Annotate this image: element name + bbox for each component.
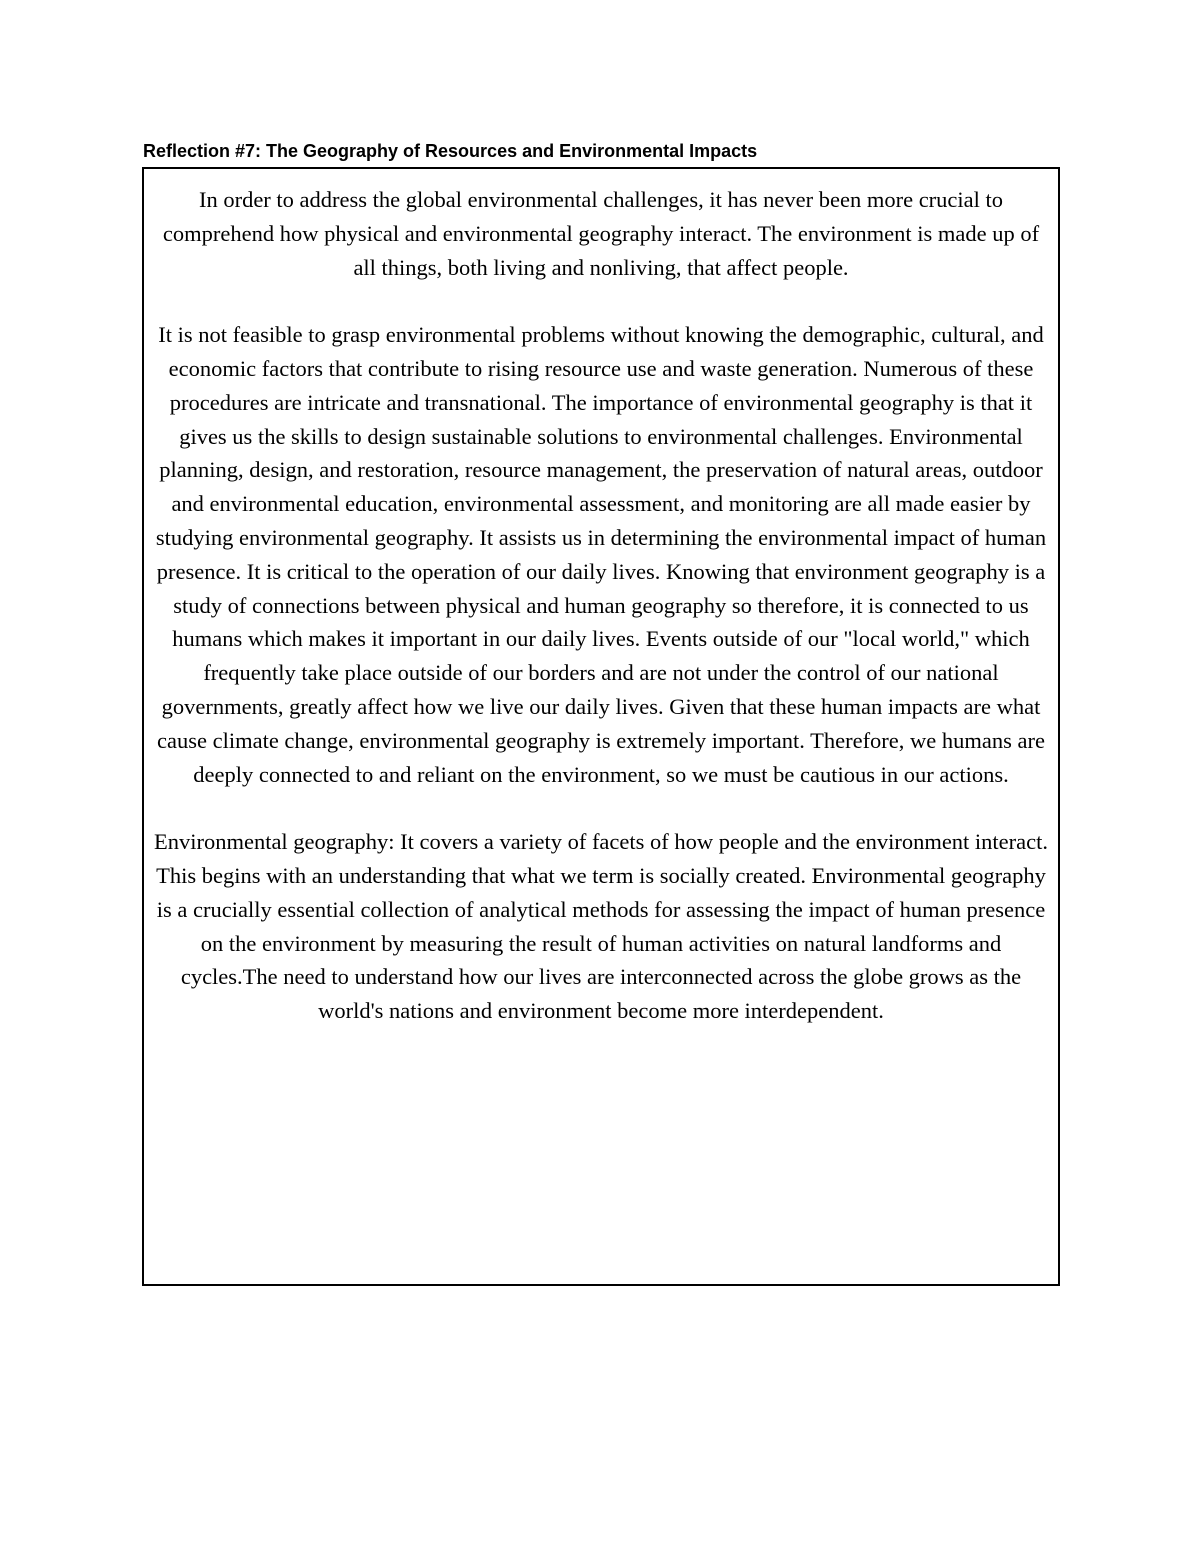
paragraph-definition: Environmental geography: It covers a variety of facets of how people and the environment interact. This begins with an understanding that what we term is socially created. Environmental geography is a crucially essential collection of analytical methods for assessing the impact of human presence on the environment by measuring the result of human activities on natural landforms and cycles.The need to understand how our lives are interconnected across the globe grows as the world's nations and environment become more interdependent. [153, 829, 1049, 1024]
page-title: Reflection #7: The Geography of Resources and Environmental Impacts [143, 141, 758, 161]
paragraph-intro: In order to address the global environmental challenges, it has never been more crucial to comprehend how physical and environmental geography interact. The environment is made up of all things, both living and nonliving, that affect people. [162, 187, 1040, 280]
reflection-body [144, 183, 1058, 1028]
paragraph-importance: It is not feasible to grasp environmental problems without knowing the demographic, cultural, and economic factors that contribute to rising resource use and waste generation. Numerous of these procedures are intricate and transnational. The importance of environmental geography is that it gives us the skills to design sustainable solutions to environmental challenges. Environmental planning, design, and restoration, resource management, the preservation of natural areas, outdoor and environmental education, environmental assessment, and monitoring are all made easier by studying environmental geography. It assists us in determining the environmental impact of human presence. It is critical to the operation of our daily lives. Knowing that environment geography is a study of connections between physical and human geography so therefore, it is connected to us humans which makes it important in our daily lives. Events outside of our "local world," which frequently take place outside of our borders and are not under the control of our national governments, greatly affect how we live our daily lives. Given that these human impacts are what cause climate change, environmental geography is extremely important. Therefore, we humans are deeply connected to and reliant on the environment, so we must be cautious in our actions. [155, 322, 1047, 787]
reflection-box [142, 167, 1060, 1286]
